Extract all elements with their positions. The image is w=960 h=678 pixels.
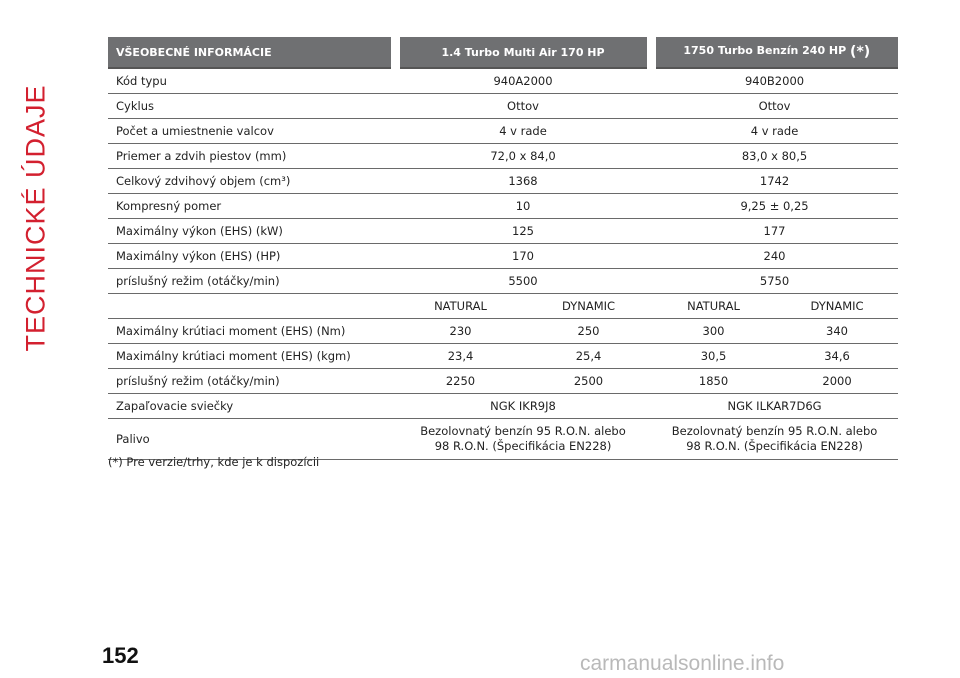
table-row [108,68,898,94]
row-label: Maximálny krútiaci moment (EHS) (Nm) [108,319,395,344]
table-row [108,344,898,369]
row-value: 340 [776,319,898,344]
row-label: Počet a umiestnenie valcov [108,119,395,144]
row-value-engine-1: 1368 [395,169,651,194]
row-value-engine-2: 4 v rade [651,119,898,144]
row-value: 300 [651,319,776,344]
row-value-engine-2: 9,25 ± 0,25 [651,194,898,219]
row-value: 2250 [395,369,526,394]
row-value: 2000 [776,369,898,394]
row-value: 230 [395,319,526,344]
row-label: príslušný režim (otáčky/min) [108,269,395,294]
row-value: 25,4 [526,344,651,369]
row-value-engine-2: 1742 [651,169,898,194]
header-engine-2-label: 1750 Turbo Benzín 240 HP [683,44,847,57]
row-value-engine-2 [651,419,898,460]
fuel-line-2: 98 R.O.N. (Špecifikácia EN228) [434,439,612,453]
table-row [108,194,898,219]
row-label: Zapaľovacie sviečky [108,394,395,419]
watermark: carmanualsonline.info [580,652,785,675]
page-number: 152 [102,643,139,668]
row-label: Kompresný pomer [108,194,395,219]
row-value-engine-2: 5750 [651,269,898,294]
mode-label: DYNAMIC [776,294,898,319]
row-value: 23,4 [395,344,526,369]
footnote: (*) Pre verzie/trhy, kde je k dispozícii [108,455,320,469]
header-engine-2 [651,37,898,68]
row-value-engine-1 [395,419,651,460]
row-value-engine-2: 83,0 x 80,5 [651,144,898,169]
row-value-engine-2: NGK ILKAR7D6G [651,394,898,419]
row-label: Palivo [108,419,395,460]
row-value-engine-1: 72,0 x 84,0 [395,144,651,169]
row-label: Priemer a zdvih piestov (mm) [108,144,395,169]
table-row [108,269,898,294]
row-label-empty [108,294,395,319]
row-value-engine-2: 177 [651,219,898,244]
table-row [108,119,898,144]
mode-label: DYNAMIC [526,294,651,319]
table-row [108,94,898,119]
table-row [108,319,898,344]
row-label: Maximálny výkon (EHS) (kW) [108,219,395,244]
header-general-info: VŠEOBECNÉ INFORMÁCIE [108,37,395,68]
row-label: Celkový zdvihový objem (cm³) [108,169,395,194]
header-engine-2-marker: (*) [850,44,871,60]
table-row [108,419,898,460]
fuel-line-1: Bezolovnatý benzín 95 R.O.N. alebo [420,424,626,438]
section-title: TECHNICKÉ ÚDAJE [20,84,51,352]
row-value: 2500 [526,369,651,394]
fuel-line-2: 98 R.O.N. (Špecifikácia EN228) [686,439,863,453]
row-value-engine-1: Ottov [395,94,651,119]
row-value-engine-1: 125 [395,219,651,244]
row-value-engine-1: 170 [395,244,651,269]
row-value-engine-1: 5500 [395,269,651,294]
row-value-engine-1: 4 v rade [395,119,651,144]
row-value-engine-1: NGK IKR9J8 [395,394,651,419]
row-label: Maximálny výkon (EHS) (HP) [108,244,395,269]
row-value-engine-2: 940B2000 [651,68,898,94]
table-row [108,169,898,194]
row-value-engine-1: 940A2000 [395,68,651,94]
row-value: 34,6 [776,344,898,369]
mode-label: NATURAL [395,294,526,319]
table-row [108,244,898,269]
table-row [108,369,898,394]
table-header-row [108,37,898,68]
row-label: Kód typu [108,68,395,94]
row-value-engine-2: Ottov [651,94,898,119]
header-engine-1-label: 1.4 Turbo Multi Air 170 HP [441,45,605,59]
row-value-engine-1: 10 [395,194,651,219]
header-engine-1 [395,37,651,68]
row-label: Maximálny krútiaci moment (EHS) (kgm) [108,344,395,369]
table-row [108,219,898,244]
row-value: 250 [526,319,651,344]
row-value: 1850 [651,369,776,394]
row-label: Cyklus [108,94,395,119]
row-value: 30,5 [651,344,776,369]
table-row [108,144,898,169]
specifications-table [108,37,898,460]
table-row [108,394,898,419]
row-label: príslušný režim (otáčky/min) [108,369,395,394]
row-value-engine-2: 240 [651,244,898,269]
mode-label: NATURAL [651,294,776,319]
fuel-line-1: Bezolovnatý benzín 95 R.O.N. alebo [671,424,878,438]
table-row-modes [108,294,898,319]
